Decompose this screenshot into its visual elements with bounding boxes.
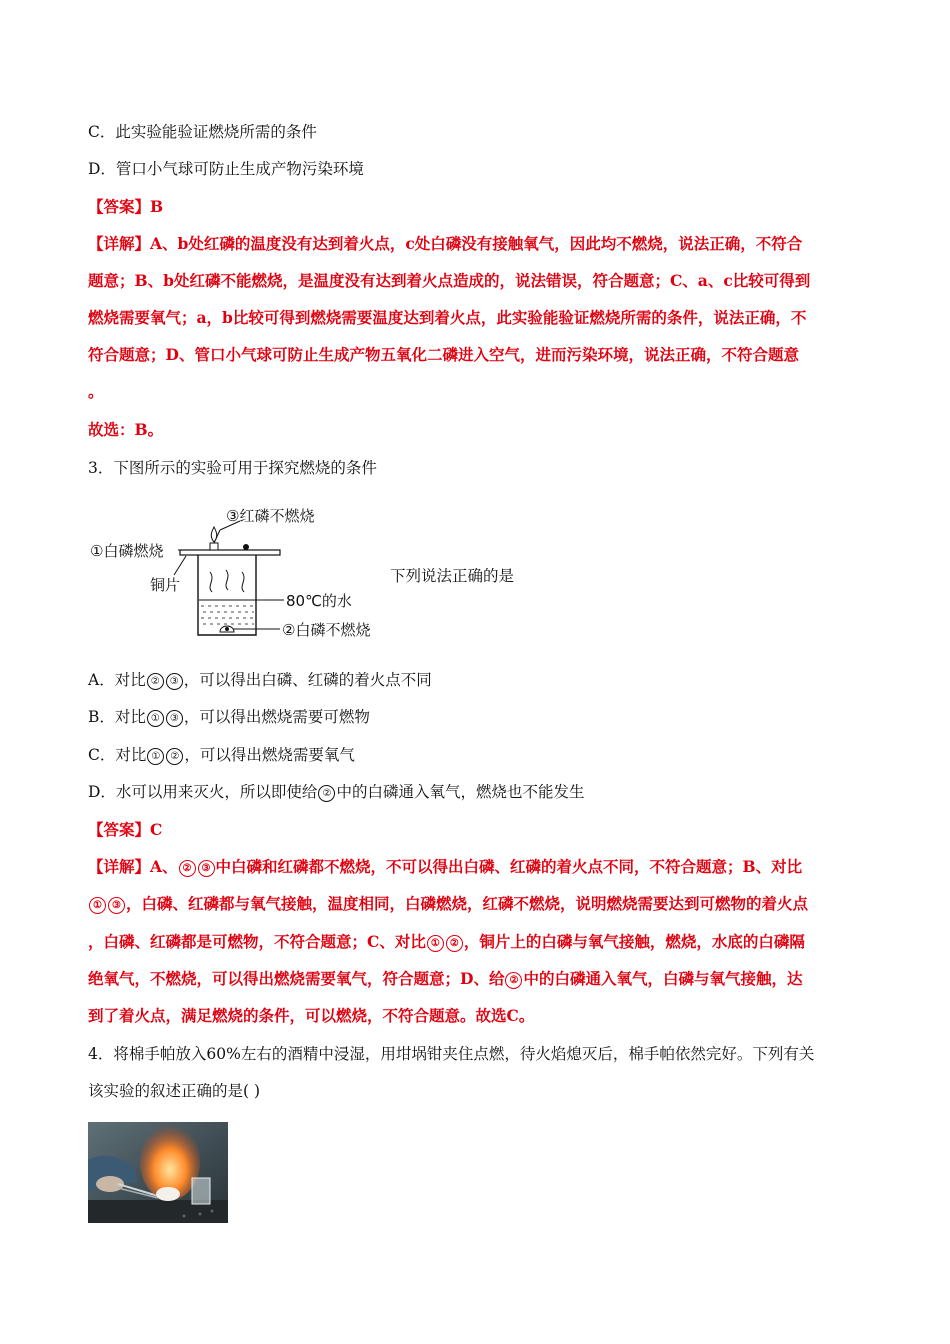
q2-answer: 【答案】B <box>88 197 164 216</box>
beaker <box>198 555 256 635</box>
combustion-experiment-diagram <box>88 500 388 645</box>
white-phosphorus <box>210 543 218 550</box>
label-red-phosphorus: ③红磷不燃烧 <box>226 507 315 525</box>
q2-detail-line: 。 <box>88 382 104 401</box>
flame-icon <box>211 527 216 542</box>
label-hot-water: 80℃的水 <box>286 592 352 610</box>
label-underwater-phosphorus: ②白磷不燃烧 <box>282 621 371 639</box>
q3-detail-line: 【详解】A、 ② ③ 中白磷和红磷都不燃烧，不可以得出白磷、红磷的着火点不同，不符合题意；B、对比 <box>88 857 803 876</box>
copper-sheet <box>180 550 280 555</box>
q3-stem: 3．下图所示的实验可用于探究燃烧的条件 <box>88 459 377 477</box>
q2-option-c: C．此实验能验证燃烧所需的条件 <box>88 123 317 141</box>
q2-option-d: D．管口小气球可防止生成产物污染环境 <box>88 160 364 178</box>
q3-detail-line: 到了着火点，满足燃烧的条件，可以燃烧，不符合题意。故选C。 <box>88 1006 535 1025</box>
label-white-phosphorus-burning: ①白磷燃烧 <box>90 542 164 560</box>
q3-option-a: A．对比 ② ③ ，可以得出白磷、红磷的着火点不同 <box>88 671 432 689</box>
q2-detail-line: 符合题意；D、管口小气球可防止生成产物五氧化二磷进入空气，进而污染环境，说法正确，不符合题意 <box>88 345 799 364</box>
q3-detail-line: ① ③ ，白磷、红磷都与氧气接触，温度相同，白磷燃烧，红磷不燃烧，说明燃烧需要达到可燃物的着火点 <box>88 894 808 914</box>
q3-option-c: C．对比 ① ② ，可以得出燃烧需要氧气 <box>88 746 355 764</box>
q4-stem-line: 该实验的叙述正确的是( ) <box>88 1082 261 1100</box>
q2-detail-line: 【详解】A、b处红磷的温度没有达到着火点，c处白磷没有接触氧气，因此均不燃烧，说法正确，不符合 <box>88 234 803 253</box>
q3-detail-line: 绝氧气，不燃烧，可以得出燃烧需要氧气，符合题意；D、给 ② 中的白磷通入氧气，白磷与氧气接触，达 <box>88 969 803 988</box>
phosphorus-lump <box>225 627 229 631</box>
burning-handkerchief-photo <box>88 1122 228 1223</box>
q3-detail-line: ，白磷、红磷都是可燃物，不符合题意；C、对比 ① ② ，铜片上的白磷与氧气接触，燃烧，水底的白磷隔 <box>88 932 805 951</box>
label-copper-sheet: 铜片 <box>150 576 181 594</box>
q2-detail-line: 题意；B、b处红磷不能燃烧，是温度没有达到着火点造成的，说法错误，符合题意；C、a、c比较可得到 <box>88 271 811 290</box>
steam-icon <box>226 570 228 590</box>
red-phosphorus <box>243 544 249 550</box>
q3-option-d: D．水可以用来灭火，所以即使给 ② 中的白磷通入氧气，燃烧也不能发生 <box>88 783 585 801</box>
q4-stem-line: 4．将棉手帕放入60%左右的酒精中浸湿，用坩埚钳夹住点燃，待火焰熄灭后，棉手帕依然完好。下列有关 <box>88 1045 815 1063</box>
q3-side-text: 下列说法正确的是 <box>390 567 515 585</box>
water <box>201 606 254 624</box>
leader-line <box>174 556 186 575</box>
q3-answer: 【答案】C <box>88 820 163 839</box>
steam-icon <box>210 572 212 592</box>
q2-choice: 故选：B。 <box>88 420 164 439</box>
q3-option-b: B．对比 ① ③ ，可以得出燃烧需要可燃物 <box>88 708 370 726</box>
steam-icon <box>242 572 244 592</box>
q2-detail-line: 燃烧需要氧气；a，b比较可得到燃烧需要温度达到着火点，此实验能验证燃烧所需的条件，说法正确，不 <box>88 308 807 327</box>
